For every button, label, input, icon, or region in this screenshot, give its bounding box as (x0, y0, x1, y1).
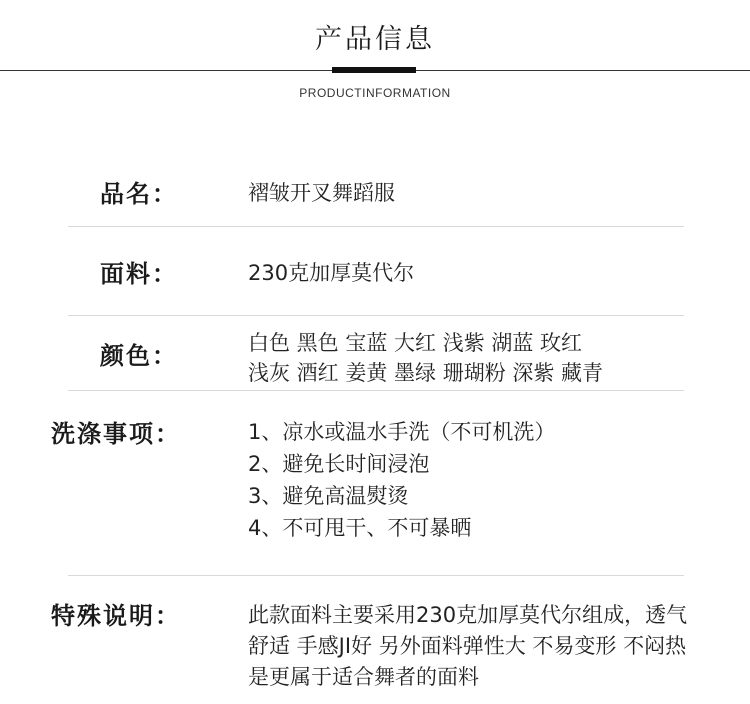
page-subtitle: PRODUCTINFORMATION (299, 86, 451, 100)
washing-item: 1、凉水或温水手洗（不可机洗） (248, 420, 556, 444)
special-note-text (248, 600, 738, 693)
product-name-value: 褶皱开叉舞蹈服 (248, 181, 395, 205)
color-line: 白色 黑色 宝蓝 大红 浅紫 湖蓝 玫红 (248, 331, 583, 355)
divider (68, 575, 684, 576)
product-name-label: 品名： (100, 180, 178, 208)
page-title: 产品信息 (315, 24, 435, 55)
fabric-label: 面料： (100, 260, 178, 288)
special-note-line: 此款面料主要采用230克加厚莫代尔组成，透气 (248, 603, 688, 627)
fabric-value: 230克加厚莫代尔 (248, 261, 415, 285)
washing-item: 4、不可甩干、不可暴晒 (248, 516, 472, 540)
special-note-line: 舒适 手感JI好 另外面料弹性大 不易变形 不闷热 (248, 634, 687, 658)
special-note-line: 是更属于适合舞者的面料 (248, 665, 479, 689)
washing-item: 2、避免长时间浸泡 (248, 452, 430, 476)
washing-list (248, 416, 738, 544)
color-line: 浅灰 酒红 姜黄 墨绿 珊瑚粉 深紫 藏青 (248, 361, 604, 385)
divider (68, 226, 684, 227)
color-label: 颜色： (100, 342, 178, 370)
divider (68, 390, 684, 391)
title-accent-bar (332, 67, 416, 73)
color-list (248, 328, 738, 388)
washing-label: 洗涤事项： (51, 420, 181, 448)
washing-item: 3、避免高温熨烫 (248, 484, 409, 508)
divider (68, 315, 684, 316)
special-note-label: 特殊说明： (51, 602, 181, 630)
